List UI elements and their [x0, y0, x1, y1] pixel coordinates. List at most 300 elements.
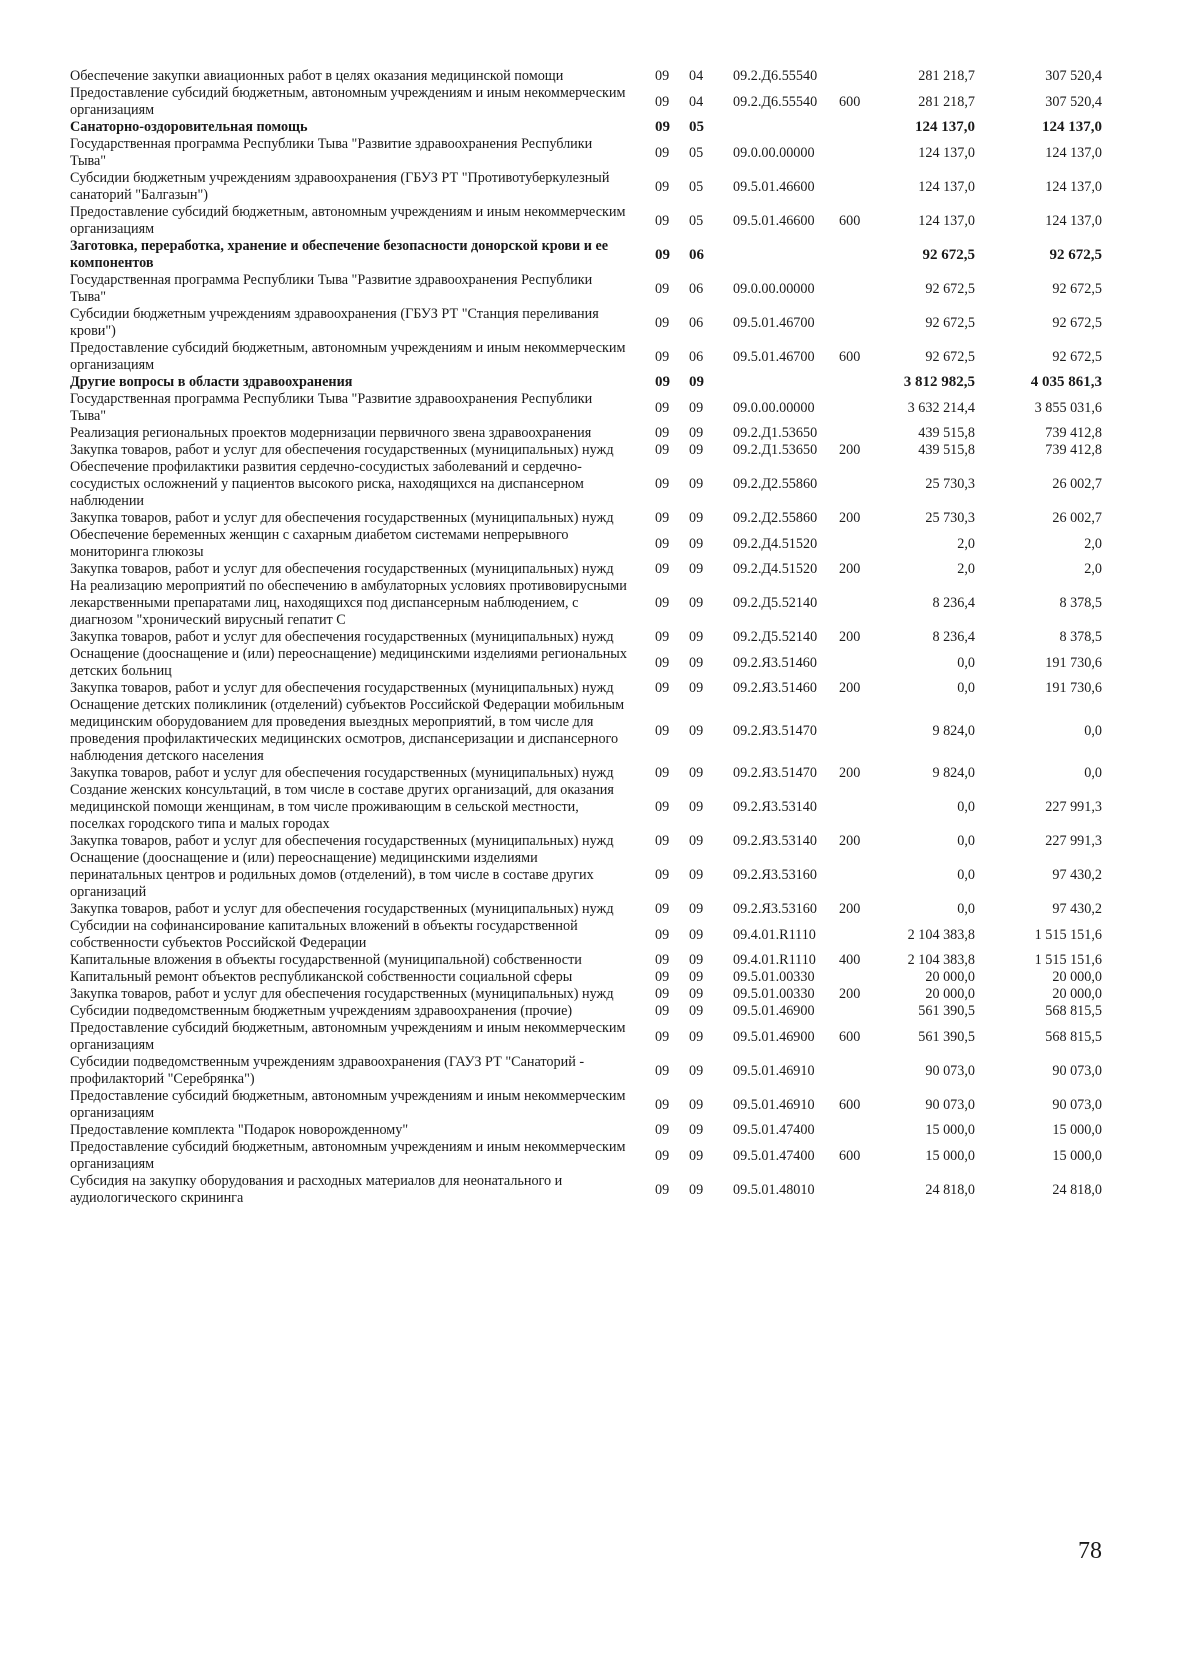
- row-expense-type: [839, 272, 885, 306]
- row-name: На реализацию мероприятий по обеспечению в амбулаторных условиях противовирусными лекарственными препаратами лиц, находящихся под диспансерным наблюдением, с диагнозом "хронический вирусный гепатит С: [70, 578, 627, 628]
- row-subsection: 09: [689, 561, 704, 577]
- row-expense-type: 200: [839, 561, 861, 577]
- row-name: Закупка товаров, работ и услуг для обеспечения государственных (муниципальных) нужд: [70, 765, 614, 781]
- row-subsection: 09: [689, 629, 704, 645]
- row-subsection: 09: [689, 1181, 704, 1198]
- row-expense-type: 200: [839, 510, 861, 526]
- row-name: Закупка товаров, работ и услуг для обеспечения государственных (муниципальных) нужд: [70, 442, 614, 458]
- row-amount-year1: 0,0: [957, 901, 975, 917]
- row-expense-type: [839, 1122, 885, 1139]
- row-expense-type: 200: [839, 680, 861, 696]
- row-amount-year1: 2,0: [957, 535, 975, 552]
- row-section: 09: [655, 476, 670, 492]
- table-row: [70, 1020, 1130, 1054]
- row-expense-type: [839, 136, 885, 170]
- row-subsection: 05: [689, 144, 704, 161]
- row-target-code: 09.2.Д5.52140: [733, 629, 818, 645]
- row-amount-year1: 281 218,7: [918, 93, 975, 110]
- row-subsection: 04: [689, 93, 704, 110]
- row-target-code: 09.5.01.46600: [733, 212, 815, 229]
- row-name: Предоставление субсидий бюджетным, автономным учреждениям и иным некоммерческим организациям: [70, 1020, 626, 1053]
- row-expense-type: [839, 527, 885, 561]
- row-target-code: 09.0.00.00000: [733, 399, 815, 416]
- row-name: Капитальные вложения в объекты государственной (муниципальной) собственности: [70, 952, 582, 968]
- row-target-code: 09.5.01.00330: [733, 986, 815, 1002]
- row-name: Закупка товаров, работ и услуг для обеспечения государственных (муниципальных) нужд: [70, 901, 614, 917]
- row-target-code: 09.2.Д1.53650: [733, 425, 818, 441]
- row-target-code: 09.2.Д6.55540: [733, 68, 818, 84]
- row-expense-type: [839, 850, 885, 901]
- row-target-code: 09.2.Д1.53650: [733, 442, 818, 458]
- table-row: [70, 170, 1130, 204]
- row-section: 09: [655, 901, 670, 917]
- row-expense-type: [839, 425, 885, 442]
- row-amount-year1: 20 000,0: [925, 969, 975, 985]
- table-row: [70, 901, 1130, 918]
- row-amount-year2: 1 515 151,6: [1034, 952, 1102, 968]
- row-subsection: 09: [689, 833, 704, 849]
- table-row: [70, 340, 1130, 374]
- row-name: Субсидии бюджетным учреждениям здравоохранения (ГБУЗ РТ "Станция переливания крови"): [70, 306, 599, 339]
- row-name: Субсидии подведомственным бюджетным учреждениям здравоохранения (прочие): [70, 1003, 573, 1019]
- row-name: Предоставление субсидий бюджетным, автономным учреждениям и иным некоммерческим организациям: [70, 340, 626, 373]
- row-expense-type: 600: [839, 1028, 861, 1045]
- table-row: [70, 1003, 1130, 1020]
- row-target-code: 09.2.Я3.51470: [733, 722, 817, 739]
- table-row: [70, 969, 1130, 986]
- row-section: 09: [655, 1122, 670, 1138]
- row-expense-type: 600: [839, 1096, 861, 1113]
- row-amount-year1: 2,0: [957, 561, 975, 577]
- row-name: Субсидии на софинансирование капитальных вложений в объекты государственной собственности субъектов Российской Федерации: [70, 918, 578, 951]
- row-subsection: 09: [689, 1003, 704, 1019]
- row-subsection: 09: [689, 399, 704, 416]
- row-section: 09: [655, 399, 670, 416]
- row-section: 09: [655, 374, 670, 390]
- table-row: [70, 833, 1130, 850]
- row-amount-year1: 2 104 383,8: [907, 952, 975, 968]
- table-row: [70, 272, 1130, 306]
- row-target-code: 09.4.01.R1110: [733, 952, 816, 968]
- row-subsection: 09: [689, 799, 704, 815]
- row-subsection: 09: [689, 476, 704, 492]
- row-expense-type: [839, 782, 885, 833]
- row-amount-year1: 124 137,0: [915, 119, 975, 135]
- row-amount-year2: 3 855 031,6: [1034, 399, 1102, 416]
- table-row: [70, 697, 1130, 765]
- row-name: Закупка товаров, работ и услуг для обеспечения государственных (муниципальных) нужд: [70, 986, 614, 1002]
- row-target-code: 09.2.Я3.51470: [733, 765, 817, 781]
- row-section: 09: [655, 926, 670, 943]
- table-row: [70, 646, 1130, 680]
- row-amount-year2: 307 520,4: [1045, 68, 1102, 84]
- row-amount-year1: 0,0: [957, 799, 975, 815]
- row-amount-year2: 90 073,0: [1052, 1062, 1102, 1079]
- row-name: Субсидия на закупку оборудования и расходных материалов для неонатального и аудиологического скрининга: [70, 1173, 563, 1206]
- row-amount-year1: 8 236,4: [932, 595, 975, 611]
- row-amount-year2: 0,0: [1084, 722, 1102, 739]
- row-amount-year2: 97 430,2: [1052, 867, 1102, 883]
- row-amount-year1: 92 672,5: [925, 348, 975, 365]
- row-amount-year2: 20 000,0: [1052, 986, 1102, 1002]
- row-amount-year1: 24 818,0: [925, 1181, 975, 1198]
- row-name: Закупка товаров, работ и услуг для обеспечения государственных (муниципальных) нужд: [70, 680, 614, 696]
- row-section: 09: [655, 765, 670, 781]
- row-subsection: 09: [689, 425, 704, 441]
- row-amount-year1: 15 000,0: [925, 1147, 975, 1164]
- row-section: 09: [655, 442, 670, 458]
- row-expense-type: [839, 1173, 885, 1207]
- row-target-code: 09.5.01.46910: [733, 1096, 815, 1113]
- table-row: [70, 1122, 1130, 1139]
- row-name: Предоставление субсидий бюджетным, автономным учреждениям и иным некоммерческим организациям: [70, 1139, 626, 1172]
- row-amount-year1: 9 824,0: [932, 765, 975, 781]
- row-name: Субсидии подведомственным учреждениям здравоохранения (ГАУЗ РТ "Санаторий - профилакторий "Серебрянка"): [70, 1054, 585, 1087]
- row-amount-year2: 92 672,5: [1052, 348, 1102, 365]
- row-amount-year1: 2 104 383,8: [907, 926, 975, 943]
- row-subsection: 05: [689, 119, 704, 135]
- row-amount-year1: 0,0: [957, 833, 975, 849]
- row-subsection: 09: [689, 1062, 704, 1079]
- row-subsection: 05: [689, 212, 704, 229]
- row-amount-year2: 124 137,0: [1042, 119, 1102, 135]
- row-target-code: 09.0.00.00000: [733, 280, 815, 297]
- row-amount-year2: 24 818,0: [1052, 1181, 1102, 1198]
- row-name: Санаторно-оздоровительная помощь: [70, 119, 308, 135]
- row-amount-year1: 8 236,4: [932, 629, 975, 645]
- table-row: [70, 459, 1130, 510]
- row-name: Заготовка, переработка, хранение и обеспечение безопасности донорской крови и ее компонентов: [70, 238, 609, 271]
- row-name: Реализация региональных проектов модернизации первичного звена здравоохранения: [70, 425, 592, 441]
- row-target-code: 09.0.00.00000: [733, 144, 815, 161]
- row-section: 09: [655, 952, 670, 968]
- row-name: Оснащение (дооснащение и (или) переоснащение) медицинскими изделиями региональных детских больниц: [70, 646, 627, 679]
- row-expense-type: [839, 1054, 885, 1088]
- row-amount-year1: 124 137,0: [918, 178, 975, 195]
- row-amount-year2: 191 730,6: [1045, 654, 1102, 671]
- row-subsection: 09: [689, 1122, 704, 1138]
- row-subsection: 06: [689, 280, 704, 297]
- row-amount-year2: 92 672,5: [1052, 314, 1102, 331]
- row-amount-year1: 0,0: [957, 654, 975, 671]
- row-amount-year2: 92 672,5: [1049, 246, 1102, 263]
- row-expense-type: 600: [839, 348, 861, 365]
- row-target-code: 09.5.01.46700: [733, 348, 815, 365]
- row-section: 09: [655, 722, 670, 739]
- row-expense-type: [839, 1003, 885, 1020]
- row-section: 09: [655, 246, 670, 263]
- row-name: Государственная программа Республики Тыва "Развитие здравоохранения Республики Тыва": [70, 272, 593, 305]
- row-expense-type: 600: [839, 93, 861, 110]
- budget-table-page: [70, 68, 1130, 1207]
- row-expense-type: [839, 238, 885, 272]
- row-expense-type: [839, 170, 885, 204]
- table-row: [70, 136, 1130, 170]
- row-subsection: 09: [689, 680, 704, 696]
- row-expense-type: [839, 374, 885, 391]
- row-target-code: [723, 238, 839, 272]
- row-subsection: 06: [689, 314, 704, 331]
- row-name: Государственная программа Республики Тыва "Развитие здравоохранения Республики Тыва": [70, 391, 593, 424]
- row-amount-year1: 439 515,8: [918, 442, 975, 458]
- row-name: Создание женских консультаций, в том числе в составе других организаций, для оказания медицинской помощи женщинам, в том числе проживающим в сельской местности, поселках городского типа и малых городах: [70, 782, 614, 832]
- row-section: 09: [655, 1003, 670, 1019]
- row-subsection: 09: [689, 765, 704, 781]
- row-amount-year1: 20 000,0: [925, 986, 975, 1002]
- row-target-code: 09.5.01.00330: [733, 969, 815, 985]
- row-target-code: 09.2.Я3.53140: [733, 833, 817, 849]
- row-amount-year1: 124 137,0: [918, 144, 975, 161]
- row-expense-type: [839, 646, 885, 680]
- row-amount-year2: 20 000,0: [1052, 969, 1102, 985]
- row-subsection: 09: [689, 969, 704, 985]
- row-name: Закупка товаров, работ и услуг для обеспечения государственных (муниципальных) нужд: [70, 561, 614, 577]
- row-amount-year2: 4 035 861,3: [1030, 374, 1102, 390]
- row-amount-year2: 124 137,0: [1045, 212, 1102, 229]
- row-expense-type: 200: [839, 442, 861, 458]
- row-amount-year2: 8 378,5: [1059, 629, 1102, 645]
- table-row: [70, 68, 1130, 85]
- row-subsection: 09: [689, 654, 704, 671]
- row-name: Оснащение детских поликлиник (отделений) субъектов Российской Федерации мобильным медицинским оборудованием для проведения выездных мероприятий, в том числе для проведения профилактических медицинских осмотров, диспансеризации и диспансерного наблюдения детского населения: [70, 697, 625, 764]
- row-name: Предоставление субсидий бюджетным, автономным учреждениям и иным некоммерческим организациям: [70, 1088, 626, 1121]
- row-section: 09: [655, 969, 670, 985]
- row-expense-type: [839, 306, 885, 340]
- table-row: [70, 1054, 1130, 1088]
- row-amount-year2: 15 000,0: [1052, 1122, 1102, 1138]
- row-name: Обеспечение беременных женщин с сахарным диабетом системами непрерывного мониторинга глюкозы: [70, 527, 569, 560]
- row-amount-year2: 124 137,0: [1045, 144, 1102, 161]
- row-section: 09: [655, 1181, 670, 1198]
- row-subsection: 09: [689, 867, 704, 883]
- row-target-code: 09.2.Д2.55860: [733, 476, 818, 492]
- budget-table: [70, 68, 1130, 1207]
- row-target-code: 09.2.Я3.51460: [733, 680, 817, 696]
- row-amount-year1: 0,0: [957, 680, 975, 696]
- table-row: [70, 629, 1130, 646]
- row-target-code: [723, 374, 839, 391]
- row-amount-year1: 281 218,7: [918, 68, 975, 84]
- row-expense-type: [839, 697, 885, 765]
- row-section: 09: [655, 833, 670, 849]
- row-section: 09: [655, 348, 670, 365]
- row-amount-year2: 124 137,0: [1045, 178, 1102, 195]
- row-section: 09: [655, 93, 670, 110]
- row-expense-type: 400: [839, 952, 861, 968]
- page-number: 78: [1078, 1538, 1102, 1564]
- row-section: 09: [655, 314, 670, 331]
- row-section: 09: [655, 119, 670, 135]
- row-name: Оснащение (дооснащение и (или) переоснащение) медицинскими изделиями перинатальных центров и родильных домов (отделений), в том числе в составе других организаций: [70, 850, 594, 900]
- row-expense-type: 600: [839, 212, 861, 229]
- row-subsection: 09: [689, 1096, 704, 1113]
- table-row: [70, 918, 1130, 952]
- row-amount-year1: 561 390,5: [918, 1003, 975, 1019]
- budget-table-body: [70, 68, 1130, 1207]
- row-name: Другие вопросы в области здравоохранения: [70, 374, 353, 390]
- row-expense-type: 200: [839, 986, 861, 1002]
- row-subsection: 05: [689, 178, 704, 195]
- row-amount-year2: 739 412,8: [1045, 425, 1102, 441]
- row-section: 09: [655, 1028, 670, 1045]
- row-section: 09: [655, 595, 670, 611]
- row-target-code: 09.2.Д2.55860: [733, 510, 818, 526]
- row-expense-type: 200: [839, 901, 861, 917]
- row-section: 09: [655, 986, 670, 1002]
- table-row: [70, 578, 1130, 629]
- row-amount-year1: 92 672,5: [925, 280, 975, 297]
- row-expense-type: 200: [839, 629, 861, 645]
- row-section: 09: [655, 510, 670, 526]
- table-row: [70, 765, 1130, 782]
- row-name: Предоставление комплекта "Подарок новорожденному": [70, 1122, 409, 1138]
- row-name: Предоставление субсидий бюджетным, автономным учреждениям и иным некоммерческим организациям: [70, 204, 626, 237]
- row-name: Закупка товаров, работ и услуг для обеспечения государственных (муниципальных) нужд: [70, 629, 614, 645]
- row-target-code: 09.2.Д4.51520: [733, 561, 818, 577]
- row-expense-type: 200: [839, 765, 861, 781]
- row-amount-year1: 3 632 214,4: [907, 399, 975, 416]
- row-amount-year1: 92 672,5: [922, 246, 975, 263]
- row-amount-year2: 227 991,3: [1045, 833, 1102, 849]
- row-subsection: 09: [689, 510, 704, 526]
- table-row: [70, 425, 1130, 442]
- row-amount-year2: 191 730,6: [1045, 680, 1102, 696]
- row-target-code: 09.2.Я3.53160: [733, 867, 817, 883]
- row-amount-year2: 8 378,5: [1059, 595, 1102, 611]
- row-expense-type: 200: [839, 833, 861, 849]
- row-target-code: 09.5.01.46900: [733, 1028, 815, 1045]
- row-target-code: 09.5.01.46600: [733, 178, 815, 195]
- row-section: 09: [655, 654, 670, 671]
- row-amount-year1: 25 730,3: [925, 510, 975, 526]
- row-amount-year1: 3 812 982,5: [903, 374, 975, 390]
- row-expense-type: [839, 459, 885, 510]
- row-target-code: 09.5.01.46700: [733, 314, 815, 331]
- row-amount-year2: 568 815,5: [1045, 1003, 1102, 1019]
- row-expense-type: [839, 918, 885, 952]
- row-subsection: 09: [689, 595, 704, 611]
- row-amount-year2: 26 002,7: [1052, 510, 1102, 526]
- row-subsection: 09: [689, 926, 704, 943]
- row-amount-year1: 92 672,5: [925, 314, 975, 331]
- table-row: [70, 782, 1130, 833]
- row-target-code: 09.2.Д4.51520: [733, 535, 818, 552]
- row-amount-year2: 739 412,8: [1045, 442, 1102, 458]
- row-target-code: 09.2.Я3.53160: [733, 901, 817, 917]
- row-amount-year1: 90 073,0: [925, 1062, 975, 1079]
- row-amount-year2: 90 073,0: [1052, 1096, 1102, 1113]
- row-amount-year1: 90 073,0: [925, 1096, 975, 1113]
- row-section: 09: [655, 425, 670, 441]
- row-name: Предоставление субсидий бюджетным, автономным учреждениям и иным некоммерческим организациям: [70, 85, 626, 118]
- row-subsection: 09: [689, 442, 704, 458]
- row-section: 09: [655, 535, 670, 552]
- table-row: [70, 374, 1130, 391]
- row-subsection: 09: [689, 374, 704, 390]
- row-name: Обеспечение профилактики развития сердечно-сосудистых заболеваний и сердечно-сосудистых осложнений у пациентов высокого риска, находящихся на диспансерном наблюдении: [70, 459, 584, 509]
- row-amount-year2: 1 515 151,6: [1034, 926, 1102, 943]
- table-row: [70, 680, 1130, 697]
- row-amount-year2: 97 430,2: [1052, 901, 1102, 917]
- row-amount-year2: 2,0: [1084, 561, 1102, 577]
- table-row: [70, 442, 1130, 459]
- row-amount-year1: 561 390,5: [918, 1028, 975, 1045]
- row-target-code: 09.2.Д6.55540: [733, 93, 818, 110]
- row-amount-year2: 15 000,0: [1052, 1147, 1102, 1164]
- row-expense-type: [839, 119, 885, 136]
- row-subsection: 04: [689, 68, 704, 84]
- row-subsection: 09: [689, 722, 704, 739]
- row-section: 09: [655, 1096, 670, 1113]
- row-subsection: 06: [689, 348, 704, 365]
- table-row: [70, 85, 1130, 119]
- table-row: [70, 1173, 1130, 1207]
- row-name: Обеспечение закупки авиационных работ в целях оказания медицинской помощи: [70, 68, 564, 84]
- row-expense-type: 600: [839, 1147, 861, 1164]
- row-amount-year2: 568 815,5: [1045, 1028, 1102, 1045]
- row-section: 09: [655, 867, 670, 883]
- row-section: 09: [655, 629, 670, 645]
- row-name: Закупка товаров, работ и услуг для обеспечения государственных (муниципальных) нужд: [70, 833, 614, 849]
- row-target-code: 09.5.01.48010: [733, 1181, 815, 1198]
- table-row: [70, 306, 1130, 340]
- row-target-code: 09.5.01.47400: [733, 1122, 815, 1138]
- row-amount-year1: 124 137,0: [918, 212, 975, 229]
- row-subsection: 06: [689, 246, 704, 263]
- row-name: Капитальный ремонт объектов республиканской собственности социальной сферы: [70, 969, 573, 985]
- table-row: [70, 391, 1130, 425]
- row-amount-year2: 2,0: [1084, 535, 1102, 552]
- row-target-code: 09.2.Я3.53140: [733, 799, 817, 815]
- row-amount-year2: 26 002,7: [1052, 476, 1102, 492]
- row-target-code: 09.2.Я3.51460: [733, 654, 817, 671]
- table-row: [70, 1139, 1130, 1173]
- table-row: [70, 1088, 1130, 1122]
- row-section: 09: [655, 799, 670, 815]
- row-target-code: [723, 119, 839, 136]
- row-section: 09: [655, 561, 670, 577]
- row-amount-year2: 0,0: [1084, 765, 1102, 781]
- table-row: [70, 527, 1130, 561]
- row-name: Закупка товаров, работ и услуг для обеспечения государственных (муниципальных) нужд: [70, 510, 614, 526]
- row-expense-type: [839, 578, 885, 629]
- row-amount-year1: 25 730,3: [925, 476, 975, 492]
- row-amount-year2: 307 520,4: [1045, 93, 1102, 110]
- table-row: [70, 850, 1130, 901]
- row-name: Субсидии бюджетным учреждениям здравоохранения (ГБУЗ РТ "Противотуберкулезный санаторий "Балгазын"): [70, 170, 610, 203]
- row-amount-year2: 227 991,3: [1045, 799, 1102, 815]
- row-expense-type: [839, 68, 885, 85]
- row-subsection: 09: [689, 1147, 704, 1164]
- row-subsection: 09: [689, 952, 704, 968]
- row-target-code: 09.5.01.47400: [733, 1147, 815, 1164]
- row-section: 09: [655, 68, 670, 84]
- row-subsection: 09: [689, 986, 704, 1002]
- row-section: 09: [655, 1062, 670, 1079]
- table-row: [70, 119, 1130, 136]
- row-target-code: 09.2.Д5.52140: [733, 595, 818, 611]
- table-row: [70, 986, 1130, 1003]
- row-amount-year1: 439 515,8: [918, 425, 975, 441]
- row-subsection: 09: [689, 535, 704, 552]
- table-row: [70, 204, 1130, 238]
- row-section: 09: [655, 212, 670, 229]
- row-section: 09: [655, 680, 670, 696]
- row-section: 09: [655, 280, 670, 297]
- row-target-code: 09.5.01.46900: [733, 1003, 815, 1019]
- row-subsection: 09: [689, 1028, 704, 1045]
- row-section: 09: [655, 1147, 670, 1164]
